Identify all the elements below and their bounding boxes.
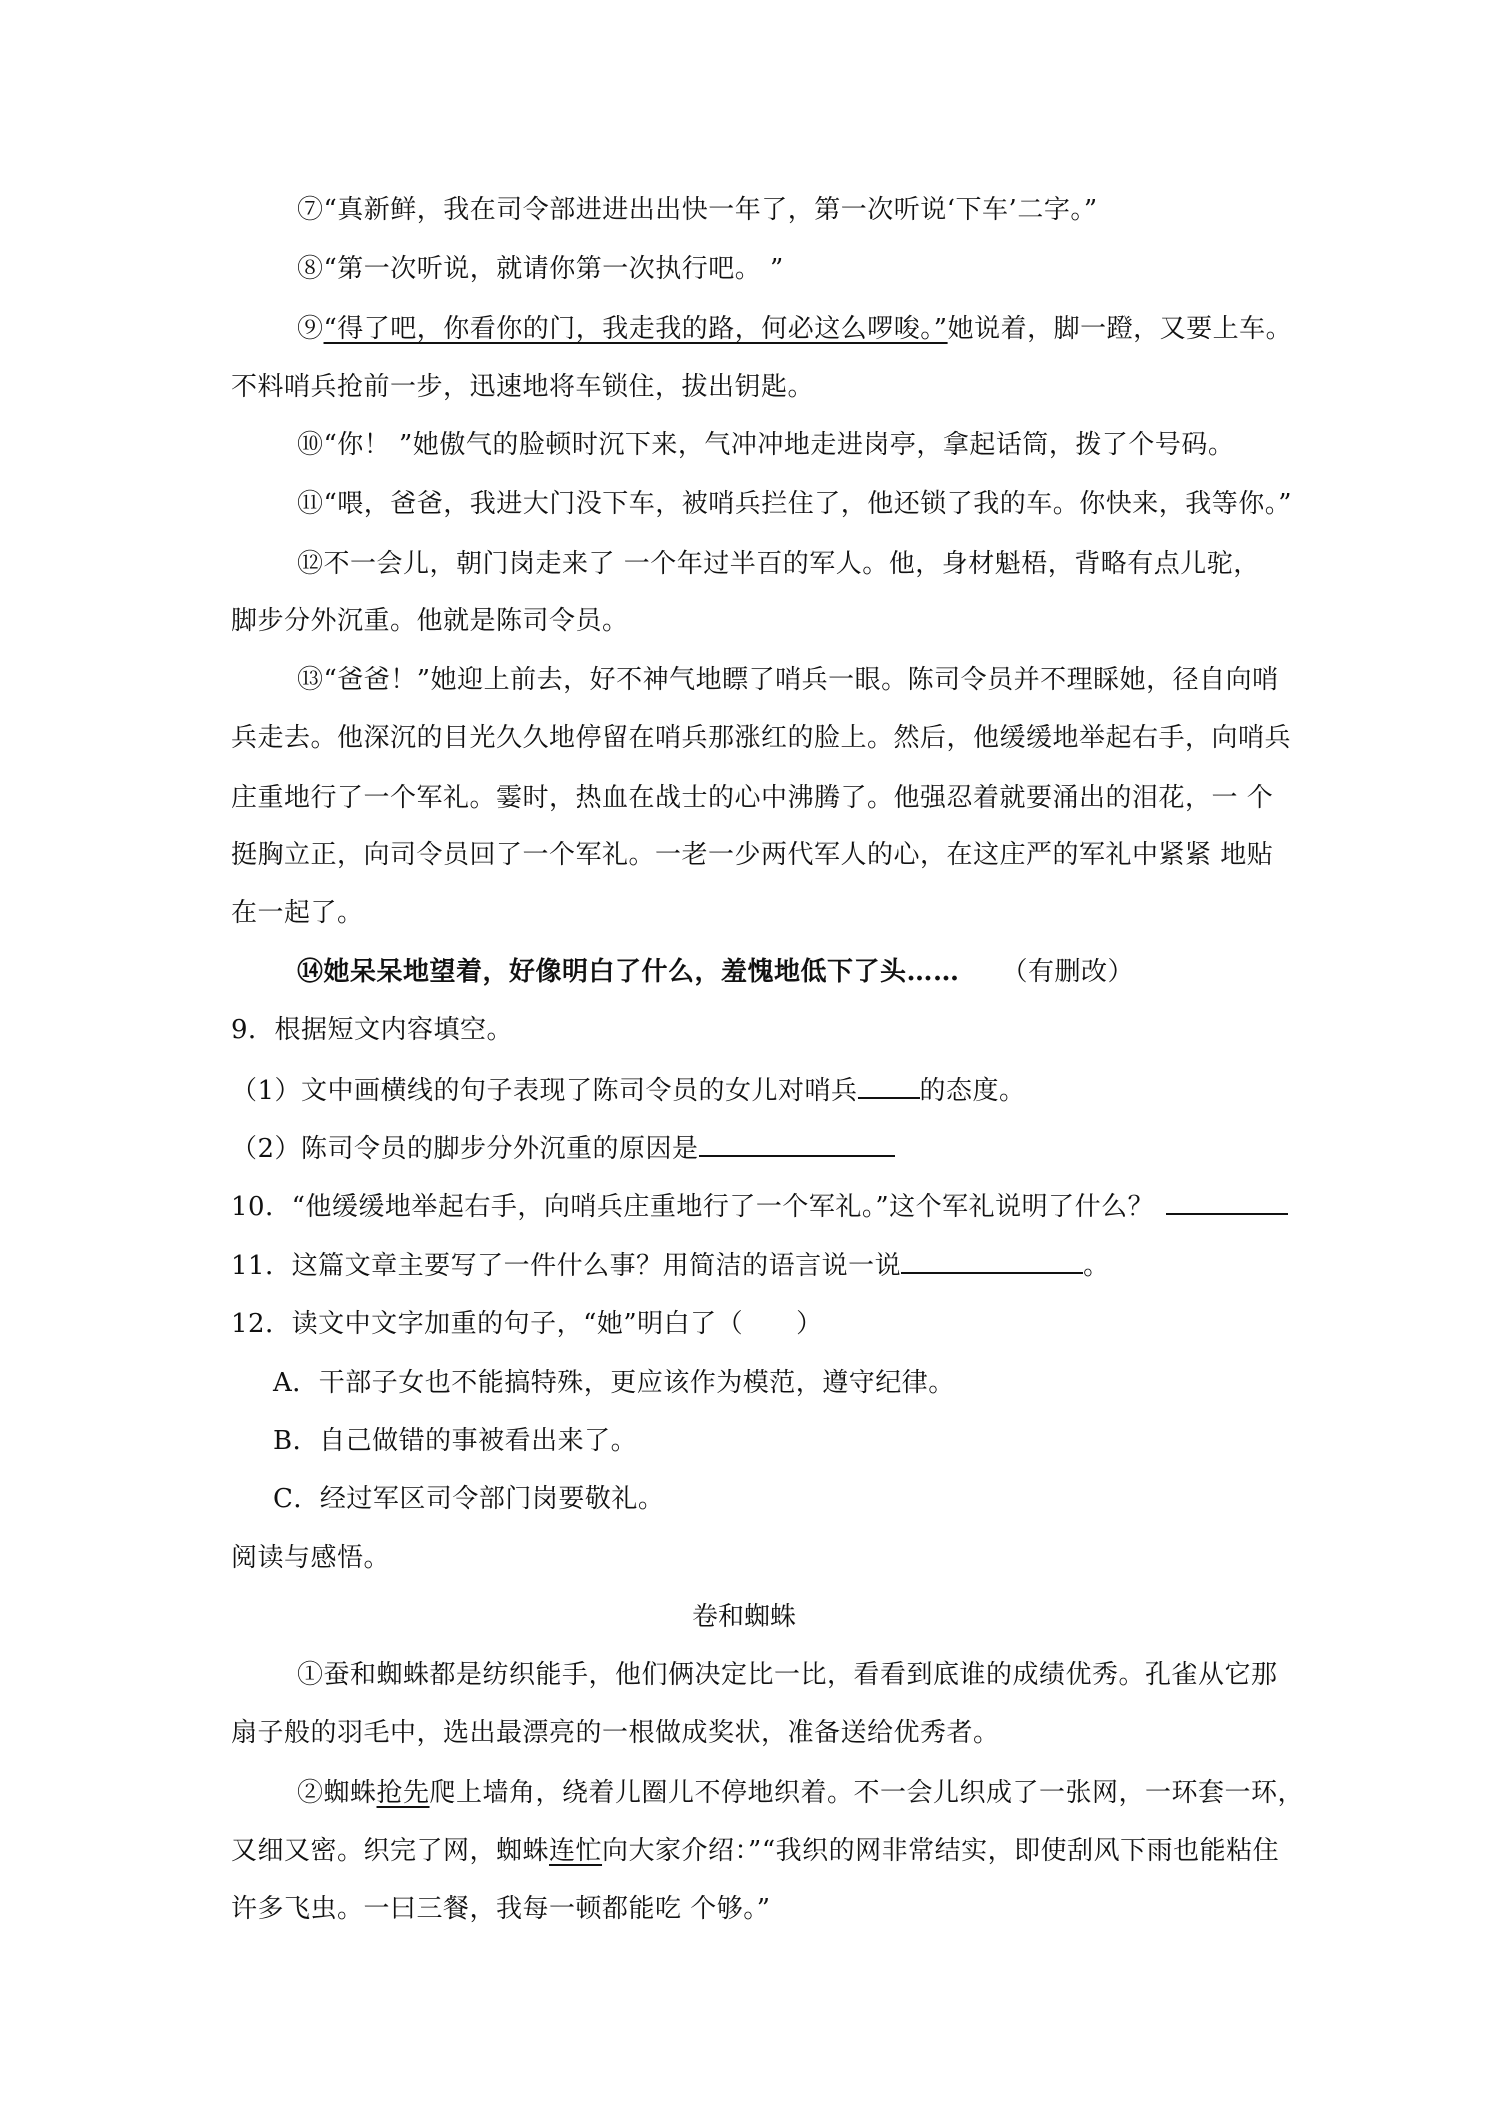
paragraph-13-line-2: 兵走去。他深沉的目光久久地停留在哨兵那涨红的脸上。然后，他缓缓地举起右手，向哨兵	[231, 723, 1292, 753]
question-text-end: 的态度。	[919, 1076, 1026, 1106]
answer-blank[interactable]	[1166, 1189, 1288, 1215]
answer-blank[interactable]	[699, 1131, 895, 1157]
paragraph-number: ⑨	[297, 314, 324, 344]
question-11	[231, 1248, 1110, 1283]
section-heading: 阅读与感悟。	[231, 1543, 391, 1573]
question-9-1	[231, 1073, 1026, 1108]
question-text: （1）文中画横线的句子表现了陈司令员的女儿对哨兵	[231, 1076, 858, 1106]
paragraph-text: ②蜘蛛	[297, 1778, 377, 1808]
paragraph-12-line-1: ⑫不一会儿，朝门岗走来了 一个年过半百的军人。他，身材魁梧，背略有点儿驼，	[297, 549, 1260, 579]
option-c[interactable]: C．经过军区司令部门岗要敬礼。	[273, 1484, 665, 1514]
question-9-2	[231, 1131, 895, 1166]
bold-sentence: ⑭她呆呆地望着，好像明白了什么，羞愧地低下了头……	[297, 957, 960, 987]
paragraph-text: 向大家介绍：”“我织的网非常结实，即使刮风下雨也能粘住	[602, 1836, 1280, 1866]
question-text: （2）陈司令员的脚步分外沉重的原因是	[231, 1134, 699, 1164]
paragraph-9-line-1	[297, 312, 1292, 346]
paragraph-8: ⑧“第一次听说，就请你第一次执行吧。 ”	[297, 254, 784, 284]
paragraph-13-line-3: 庄重地行了一个军礼。霎时，热血在战士的心中沸腾了。他强忍着就要涌出的泪花，一 个	[231, 783, 1274, 813]
story-paragraph-1-line-2: 扇子般的羽毛中，选出最漂亮的一根做成奖状，准备送给优秀者。	[231, 1718, 1000, 1748]
underlined-sentence: “得了吧，你看你的门，我走我的路，何必这么啰唆。”	[323, 314, 948, 344]
paragraph-text: 又细又密。织完了网，蜘蛛	[231, 1836, 550, 1866]
story-title: 卷和蜘蛛	[691, 1602, 796, 1632]
story-paragraph-2-line-1	[297, 1776, 1304, 1810]
paragraph-13-line-4: 挺胸立正，向司令员回了一个军礼。一老一少两代军人的心，在这庄严的军礼中紧紧 地贴	[231, 840, 1274, 870]
question-10	[231, 1189, 1288, 1224]
paragraph-11: ⑪“喂，爸爸，我进大门没下车，被哨兵拦住了，他还锁了我的车。你快来，我等你。”	[297, 489, 1293, 519]
paragraph-13-line-1: ⑬“爸爸！”她迎上前去，好不神气地瞟了哨兵一眼。陈司令员并不理睬她，径自向哨	[297, 665, 1279, 695]
paragraph-7: ⑦“真新鲜，我在司令部进进出出快一年了，第一次听说‘下车’二字。”	[297, 195, 1098, 225]
answer-blank[interactable]	[858, 1073, 920, 1099]
paragraph-text: 她说着，脚一蹬，又要上车。	[947, 314, 1293, 344]
underlined-word: 连忙	[549, 1836, 603, 1866]
question-9: 9．根据短文内容填空。	[231, 1015, 514, 1045]
paragraph-13-line-5: 在一起了。	[231, 898, 364, 928]
story-paragraph-2-line-2	[231, 1834, 1279, 1868]
paragraph-12-line-2: 脚步分外沉重。他就是陈司令员。	[231, 606, 629, 636]
story-paragraph-2-line-3: 许多飞虫。一曰三餐，我每一顿都能吃 个够。”	[231, 1894, 771, 1924]
paragraph-text: 爬上墙角，绕着儿圈儿不停地织着。不一会儿织成了一张网，一环套一环，	[429, 1778, 1305, 1808]
question-12: 12．读文中文字加重的句子，“她”明白了（ ）	[231, 1309, 823, 1339]
story-paragraph-1-line-1: ①蚕和蜘蛛都是纺织能手，他们俩决定比一比，看看到底谁的成绩优秀。孔雀从它那	[297, 1660, 1278, 1690]
paragraph-9-line-2: 不料哨兵抢前一步，迅速地将车锁住，拔出钥匙。	[231, 372, 815, 402]
paragraph-10: ⑩“你！ ”她傲气的脸顿时沉下来，气冲冲地走进岗亭，拿起话筒，拨了个号码。	[297, 430, 1235, 460]
question-text: 11．这篇文章主要写了一件什么事？用简洁的语言说一说	[231, 1251, 902, 1281]
question-text-end: 。	[1083, 1251, 1110, 1281]
question-text: 10．“他缓缓地举起右手，向哨兵庄重地行了一个军礼。”这个军礼说明了什么？	[231, 1192, 1155, 1222]
answer-blank[interactable]	[901, 1248, 1083, 1274]
source-note: （有删改）	[1001, 957, 1135, 987]
option-b[interactable]: B．自己做错的事被看出来了。	[273, 1426, 638, 1456]
option-a[interactable]: A．干部子女也不能搞特殊，更应该作为模范，遵守纪律。	[273, 1368, 955, 1398]
paragraph-14	[297, 955, 1134, 989]
underlined-word: 抢先	[376, 1778, 430, 1808]
